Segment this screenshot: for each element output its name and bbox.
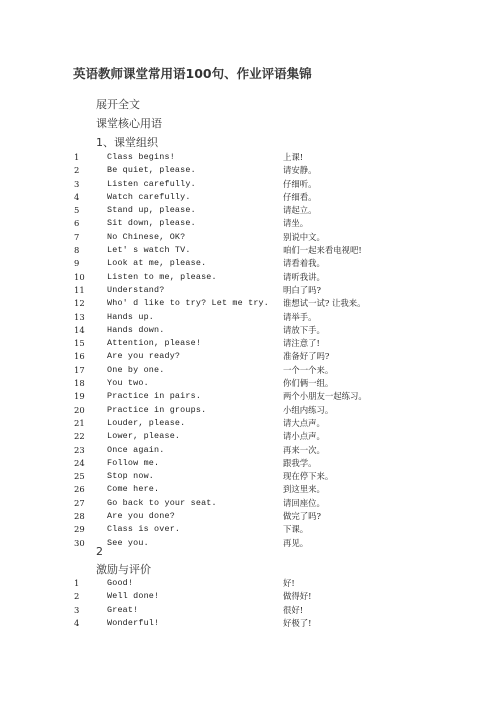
phrase-row xyxy=(0,178,496,191)
page-title: 英语教师课堂常用语100句、作业评语集锦 xyxy=(73,66,312,81)
phrase-chinese: 请大点声。 xyxy=(283,417,325,428)
phrase-chinese: 跟我学。 xyxy=(283,457,317,468)
phrase-chinese: 请看着我。 xyxy=(283,258,325,269)
phrase-chinese: 请起立。 xyxy=(283,205,317,216)
phrase-english: Once again. xyxy=(107,444,165,455)
phrase-number: 29 xyxy=(74,524,85,535)
phrase-number: 27 xyxy=(74,497,85,508)
phrase-number: 24 xyxy=(74,457,85,468)
phrase-english: Practice in pairs. xyxy=(107,391,202,402)
phrase-number: 9 xyxy=(74,258,80,269)
phrase-row xyxy=(0,324,496,337)
phrase-row xyxy=(0,164,496,177)
phrase-row xyxy=(0,350,496,363)
phrase-row xyxy=(0,444,496,457)
phrase-row xyxy=(0,537,496,550)
phrase-chinese: 一个一个来。 xyxy=(283,364,334,375)
phrase-chinese: 请小点声。 xyxy=(283,431,325,442)
phrase-number: 4 xyxy=(74,617,80,628)
phrase-chinese: 下课。 xyxy=(283,524,309,535)
phrase-chinese: 请注意了! xyxy=(283,338,320,349)
phrase-number: 5 xyxy=(74,205,80,216)
phrase-number: 28 xyxy=(74,511,85,522)
phrase-row xyxy=(0,377,496,390)
phrase-english: Class is over. xyxy=(107,524,181,535)
phrase-chinese: 明白了吗? xyxy=(283,284,321,295)
phrase-chinese: 到这里来。 xyxy=(283,484,325,495)
phrase-row xyxy=(0,483,496,496)
phrase-row xyxy=(0,470,496,483)
phrase-row xyxy=(0,217,496,230)
phrase-row xyxy=(0,297,496,310)
phrase-english: Look at me, please. xyxy=(107,258,207,269)
expand-full-text-link[interactable]: 展开全文 xyxy=(96,98,140,111)
phrase-english: Who' d like to try? Let me try. xyxy=(107,298,270,309)
phrase-row xyxy=(0,191,496,204)
phrase-chinese: 请放下手。 xyxy=(283,324,325,335)
organize-phrase-list xyxy=(0,151,496,550)
phrase-chinese: 仔细听。 xyxy=(283,178,317,189)
phrase-row xyxy=(0,204,496,217)
phrase-chinese: 请安静。 xyxy=(283,165,317,176)
section-heading-praise: 激励与评价 xyxy=(96,563,151,576)
phrase-number: 2 xyxy=(74,591,80,602)
phrase-number: 1 xyxy=(74,578,80,588)
phrase-number: 7 xyxy=(74,231,80,242)
phrase-row xyxy=(0,257,496,270)
phrase-number: 17 xyxy=(74,364,85,375)
phrase-number: 12 xyxy=(74,298,85,309)
phrase-number: 10 xyxy=(74,271,85,282)
phrase-number: 2 xyxy=(74,165,80,176)
phrase-chinese: 再来一次。 xyxy=(283,444,325,455)
phrase-chinese: 小组内练习。 xyxy=(283,404,334,415)
phrase-chinese: 请举手。 xyxy=(283,311,317,322)
phrase-chinese: 请坐。 xyxy=(283,218,309,229)
phrase-row xyxy=(0,271,496,284)
phrase-row xyxy=(0,604,496,617)
phrase-english: One by one. xyxy=(107,364,165,375)
phrase-chinese: 上课! xyxy=(283,152,304,162)
phrase-chinese: 再见。 xyxy=(283,537,309,548)
phrase-number: 3 xyxy=(74,178,80,189)
phrase-english: Practice in groups. xyxy=(107,404,207,415)
phrase-english: Follow me. xyxy=(107,457,160,468)
phrase-row xyxy=(0,231,496,244)
phrase-english: Sit down, please. xyxy=(107,218,196,229)
phrase-chinese: 请回座位。 xyxy=(283,497,325,508)
phrase-number: 22 xyxy=(74,431,85,442)
phrase-english: Good! xyxy=(107,578,134,588)
phrase-chinese: 好! xyxy=(283,578,295,588)
section-number-2: 2 xyxy=(96,545,103,558)
phrase-row xyxy=(0,430,496,443)
praise-phrase-list xyxy=(0,577,496,630)
phrase-english: Let' s watch TV. xyxy=(107,245,191,256)
phrase-english: Come here. xyxy=(107,484,160,495)
phrase-number: 20 xyxy=(74,404,85,415)
phrase-chinese: 准备好了吗? xyxy=(283,351,330,362)
phrase-chinese: 别说中文。 xyxy=(283,231,325,242)
phrase-english: Great! xyxy=(107,604,139,615)
phrase-english: No Chinese, OK? xyxy=(107,231,186,242)
phrase-row xyxy=(0,417,496,430)
phrase-row xyxy=(0,617,496,630)
phrase-english: Stand up, please. xyxy=(107,205,196,216)
phrase-chinese: 做完了吗? xyxy=(283,511,321,522)
phrase-row xyxy=(0,337,496,350)
phrase-english: Stop now. xyxy=(107,471,155,482)
phrase-row xyxy=(0,590,496,603)
phrase-number: 18 xyxy=(74,378,85,389)
phrase-english: Are you ready? xyxy=(107,351,181,362)
phrase-row xyxy=(0,497,496,510)
phrase-number: 16 xyxy=(74,351,85,362)
phrase-english: Louder, please. xyxy=(107,417,186,428)
phrase-row xyxy=(0,523,496,536)
phrase-number: 19 xyxy=(74,391,85,402)
phrase-english: Class begins! xyxy=(107,152,175,162)
phrase-english: Go back to your seat. xyxy=(107,497,217,508)
section-heading-core: 课堂核心用语 xyxy=(96,117,162,130)
phrase-row xyxy=(0,284,496,297)
phrase-number: 15 xyxy=(74,338,85,349)
phrase-chinese: 咱们一起来看电视吧! xyxy=(283,245,362,256)
phrase-row xyxy=(0,404,496,417)
phrase-chinese: 谁想试一试? 让我来。 xyxy=(283,298,366,309)
phrase-row xyxy=(0,151,496,164)
phrase-english: Wonderful! xyxy=(107,617,160,628)
phrase-english: Lower, please. xyxy=(107,431,181,442)
phrase-number: 26 xyxy=(74,484,85,495)
phrase-row xyxy=(0,457,496,470)
phrase-english: See you. xyxy=(107,537,149,548)
phrase-number: 14 xyxy=(74,324,85,335)
phrase-number: 6 xyxy=(74,218,80,229)
phrase-number: 3 xyxy=(74,604,80,615)
section-heading-organize: 1、课堂组织 xyxy=(96,136,158,149)
phrase-number: 4 xyxy=(74,191,80,202)
phrase-row xyxy=(0,364,496,377)
phrase-chinese: 请听我讲。 xyxy=(283,271,325,282)
phrase-row xyxy=(0,577,496,590)
phrase-chinese: 你们俩一组。 xyxy=(283,378,334,389)
phrase-english: You two. xyxy=(107,378,149,389)
phrase-row xyxy=(0,244,496,257)
phrase-english: Understand? xyxy=(107,284,165,295)
phrase-number: 21 xyxy=(74,417,85,428)
phrase-row xyxy=(0,510,496,523)
phrase-number: 8 xyxy=(74,245,80,256)
phrase-chinese: 好极了! xyxy=(283,617,312,628)
phrase-number: 11 xyxy=(74,284,85,295)
phrase-english: Hands up. xyxy=(107,311,155,322)
phrase-number: 13 xyxy=(74,311,85,322)
phrase-english: Are you done? xyxy=(107,511,175,522)
phrase-chinese: 做得好! xyxy=(283,591,312,602)
phrase-english: Attention, please! xyxy=(107,338,202,349)
phrase-number: 1 xyxy=(74,152,80,162)
phrase-chinese: 两个小朋友一起练习。 xyxy=(283,391,367,402)
phrase-english: Be quiet, please. xyxy=(107,165,196,176)
phrase-english: Listen carefully. xyxy=(107,178,196,189)
phrase-number: 23 xyxy=(74,444,85,455)
phrase-row xyxy=(0,311,496,324)
phrase-chinese: 很好! xyxy=(283,604,304,615)
phrase-english: Listen to me, please. xyxy=(107,271,217,282)
phrase-number: 25 xyxy=(74,471,85,482)
phrase-english: Watch carefully. xyxy=(107,191,191,202)
phrase-chinese: 仔细看。 xyxy=(283,191,317,202)
phrase-english: Hands down. xyxy=(107,324,165,335)
phrase-chinese: 现在停下来。 xyxy=(283,471,334,482)
phrase-english: Well done! xyxy=(107,591,160,602)
phrase-number: 30 xyxy=(74,537,85,548)
phrase-row xyxy=(0,390,496,403)
